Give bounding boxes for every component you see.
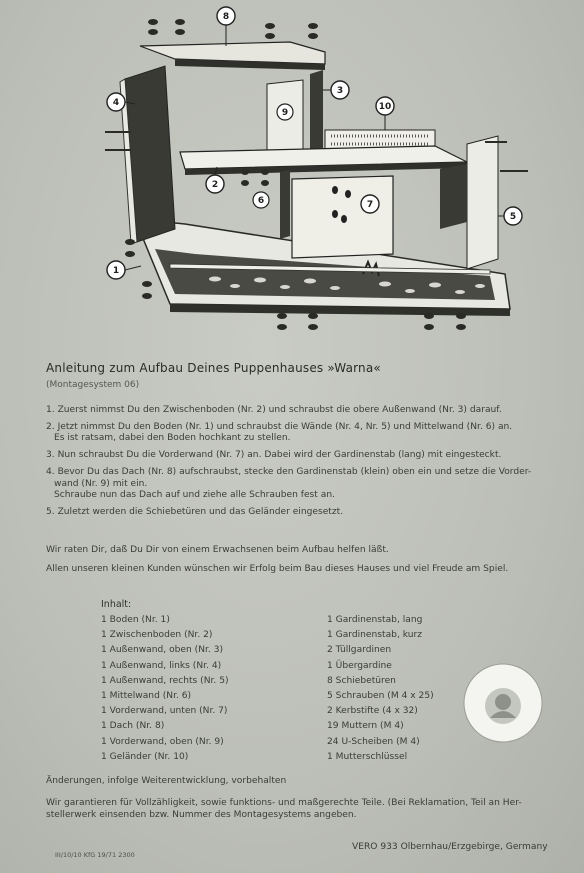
list-item: 1 Mittelwand (Nr. 6) xyxy=(101,691,192,702)
svg-text:5: 5 xyxy=(509,212,517,222)
svg-text:4: 4 xyxy=(112,98,120,108)
contents-list-right xyxy=(327,613,434,765)
step-4 xyxy=(46,467,566,501)
step-5-text: 5. Zuletzt werden die Schiebetüren und das Geländer eingesetzt. xyxy=(46,506,344,517)
svg-text:2: 2 xyxy=(211,180,219,190)
callout-9 xyxy=(277,104,293,120)
step-3 xyxy=(46,450,566,461)
step-2-text: 2. Jetzt nimmst Du den Boden (Nr. 1) und schraubst die Wände (Nr. 4, Nr. 5) und Mittelwand (Nr. 6) an. xyxy=(46,421,513,432)
contents-title: Inhalt: xyxy=(101,599,132,610)
list-item: 2 Tüllgardinen xyxy=(327,645,392,656)
svg-text:7: 7 xyxy=(366,200,374,210)
step-1 xyxy=(46,405,566,416)
watermark-stamp xyxy=(462,662,544,744)
list-item: 24 U-Scheiben (M 4) xyxy=(327,736,420,747)
page-title: Anleitung zum Aufbau Deines Puppenhauses »Warna« xyxy=(46,361,381,375)
list-item: 19 Muttern (M 4) xyxy=(327,721,404,732)
print-code: III/10/10 KfG 19/71 2300 xyxy=(55,851,135,859)
callout-3 xyxy=(323,81,349,99)
list-item: 1 Vorderwand, oben (Nr. 9) xyxy=(101,736,224,747)
manufacturer: VERO 933 Olbernhau/Erzgebirge, Germany xyxy=(352,842,548,852)
step-3-text: 3. Nun schraubst Du die Vorderwand (Nr. 7) an. Dabei wird der Gardinenstab (lang) mit eingesteckt. xyxy=(46,450,502,461)
callout-5 xyxy=(498,207,522,225)
list-item: 1 Mutterschlüssel xyxy=(327,751,408,762)
step-1-text: 1. Zuerst nimmst Du den Zwischenboden (Nr. 2) und schraubst die obere Außenwand (Nr. 3) darauf. xyxy=(46,405,502,415)
list-item: 2 Kerbstifte (4 x 32) xyxy=(327,706,418,717)
lower-front-wall xyxy=(292,176,393,258)
middle-wall xyxy=(280,170,290,239)
assembly-steps xyxy=(46,405,566,524)
svg-text:3: 3 xyxy=(336,86,344,96)
list-item: 1 Dach (Nr. 8) xyxy=(101,721,165,732)
list-item: 1 Außenwand, oben (Nr. 3) xyxy=(101,645,224,656)
list-item: 1 Außenwand, links (Nr. 4) xyxy=(101,660,222,671)
callout-8 xyxy=(217,7,235,46)
svg-text:9: 9 xyxy=(281,108,289,118)
step-4-text-cont2: Schraube nun das Dach auf und ziehe alle Schrauben fest an. xyxy=(54,489,335,500)
contents-list-left xyxy=(101,613,229,765)
step-5 xyxy=(46,507,566,518)
step-2-text-cont: Es ist ratsam, dabei den Boden hochkant zu stellen. xyxy=(54,433,291,444)
page-subtitle: (Montagesystem 06) xyxy=(46,380,140,390)
wish-text: Allen unseren kleinen Kunden wünschen wir Erfolg beim Bau dieses Hauses und viel Freude am Spiel. xyxy=(46,564,509,574)
list-item: 1 Zwischenboden (Nr. 2) xyxy=(101,630,213,641)
list-item: 1 Außenwand, rechts (Nr. 5) xyxy=(101,675,229,686)
guarantee-note: Wir garantieren für Vollzähligkeit, sowie funktions- und maßgerechte Teile. (Bei Reklamation, Teil an Her-stellerwerk einsenden bzw. Nummer des Montagesystems angeben. xyxy=(46,798,522,820)
list-item: 1 Gardinenstab, kurz xyxy=(327,630,422,641)
intermediate-floor xyxy=(180,146,467,175)
list-item: 1 Übergardine xyxy=(327,660,392,671)
callout-1 xyxy=(107,261,141,279)
list-item: 1 Geländer (Nr. 10) xyxy=(101,751,189,762)
step-2 xyxy=(46,422,566,445)
svg-text:10: 10 xyxy=(378,102,392,112)
callout-7 xyxy=(361,195,379,213)
advice-text: Wir raten Dir, daß Du Dir von einem Erwachsenen beim Aufbau helfen läßt. xyxy=(46,545,389,555)
list-item: 8 Schiebetüren xyxy=(327,675,396,686)
svg-text:6: 6 xyxy=(257,196,265,206)
callout-10 xyxy=(376,97,394,130)
upper-outer-wall xyxy=(310,70,323,158)
list-item: 1 Gardinenstab, lang xyxy=(327,615,423,625)
list-item: 1 Vorderwand, unten (Nr. 7) xyxy=(101,706,228,717)
roof xyxy=(140,42,325,70)
list-item: 5 Schrauben (M 4 x 25) xyxy=(327,691,434,702)
step-4-text-cont: wand (Nr. 9) mit ein. xyxy=(54,478,148,489)
svg-text:1: 1 xyxy=(112,266,120,276)
assembly-diagram xyxy=(95,4,535,334)
left-wall xyxy=(120,66,175,244)
step-4-text: 4. Bevor Du das Dach (Nr. 8) aufschraubst, stecke den Gardinenstab (klein) oben ein und setze die Vorder- xyxy=(46,467,532,478)
svg-text:8: 8 xyxy=(222,12,230,22)
changes-note: Änderungen, infolge Weiterentwicklung, vorbehalten xyxy=(46,776,287,786)
callout-6 xyxy=(253,192,269,208)
list-item: 1 Boden (Nr. 1) xyxy=(101,615,170,625)
